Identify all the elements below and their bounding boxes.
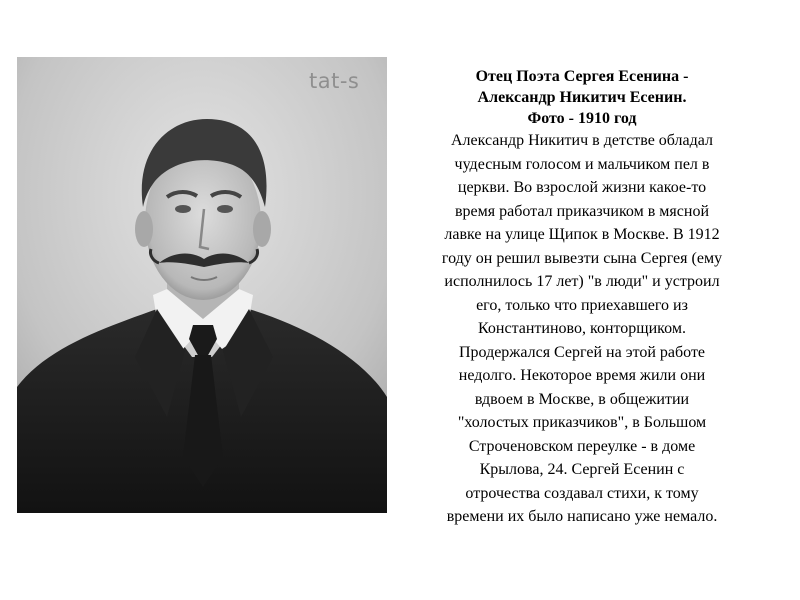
watermark: tat-s [309,69,360,93]
portrait-photo [17,57,387,513]
body-line: недолго. Некоторое время жили они [458,367,706,384]
body-line: Александр Никитич в детстве обладал [450,132,713,149]
caption-line: Александр Никитич Есенин. [477,89,687,106]
body-line: Константиново, конторщиком. [478,320,686,337]
biography-text [398,129,766,529]
body-line: году он решил вывезти сына Сергея (ему [441,249,723,267]
photo-caption [398,66,766,129]
body-line: время работал приказчиком в мясной [455,202,709,220]
body-line: церкви. Во взрослой жизни какое-то [457,179,707,196]
body-line: исполнилось 17 лет) "в люди" и устроил [444,273,720,290]
caption-line: Отец Поэта Сергея Есенина - [475,68,689,85]
body-line: "холостых приказчиков", в Большом [457,414,707,431]
body-line: Крылова, 24. Сергей Есенин с [479,461,685,478]
body-line: чудесным голосом и мальчиком пел в [454,155,710,173]
body-line: отрочества создавал стихи, к тому [465,484,699,502]
body-line: Продержался Сергей на этой работе [458,343,706,361]
text-block [398,66,766,529]
body-line: вдвоем в Москве, в общежитии [474,390,690,408]
caption-line: Фото - 1910 год [527,110,637,127]
body-line: лавке на улице Щипок в Москве. В 1912 [444,226,720,243]
body-line: времени их было написано уже немало. [446,508,718,525]
body-line: его, только что приехавшего из [476,296,688,314]
body-line: Строченовском переулке - в доме [468,437,696,455]
